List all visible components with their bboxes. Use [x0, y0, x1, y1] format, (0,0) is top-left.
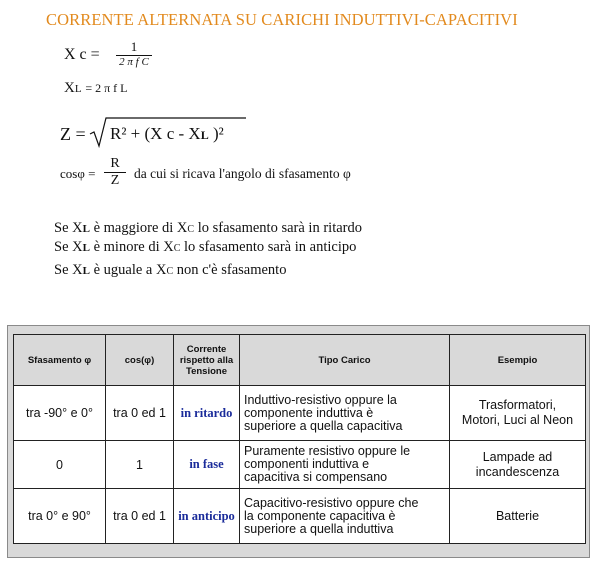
- cell-type-line: Puramente resistivo oppure le: [244, 444, 411, 458]
- statement-pre: Se X: [54, 239, 83, 255]
- statement-pre: Se X: [54, 262, 83, 278]
- statement-post: non c'è sfasamento: [176, 262, 287, 278]
- table-header-row: [14, 335, 586, 386]
- header-current: Corrente rispetto alla Tensione: [174, 335, 240, 386]
- cell-type-line: superiore a quella capacitiva: [244, 418, 403, 433]
- cell-current: in fase: [174, 441, 240, 489]
- statement-post: lo sfasamento sarà in ritardo: [197, 220, 362, 236]
- statement-sub: L: [82, 265, 90, 277]
- cell-example-line: Trasformatori,: [478, 398, 557, 412]
- cell-current: in anticipo: [174, 489, 240, 544]
- cell-phase: 0: [14, 441, 106, 489]
- cell-example-line: Lampade ad: [482, 449, 553, 464]
- formula-cos-text: da cui si ricava l'angolo di sfasamento φ: [134, 166, 351, 181]
- formula-z-lhs: Z =: [60, 124, 86, 144]
- formula-cos-lhs: cosφ =: [60, 166, 96, 181]
- cell-example-line: incandescenza: [475, 464, 560, 479]
- cell-type-line: componente induttiva è: [244, 405, 374, 420]
- formula-z-radicand-text: R² + (X c - X: [110, 124, 201, 143]
- cell-example: [450, 489, 586, 544]
- formula-z-tail: )²: [212, 124, 224, 143]
- cell-type-line: componenti induttiva e: [244, 457, 370, 471]
- cell-current: in ritardo: [174, 386, 240, 441]
- formula-cos-fraction: [104, 156, 126, 189]
- formula-xc-fraction: [116, 39, 152, 68]
- formula-xc-lhs: X c =: [64, 46, 100, 63]
- statement-sub: C: [173, 243, 181, 254]
- statement-3: [54, 262, 286, 279]
- cell-cos: tra 0 ed 1: [106, 489, 174, 544]
- statement-sub: C: [166, 266, 174, 277]
- formula-cos: [60, 166, 95, 182]
- cell-example-line: Batterie: [495, 508, 540, 523]
- cell-phase: tra 0° e 90°: [14, 489, 106, 544]
- cell-type-line: capacitiva si compensano: [244, 470, 388, 484]
- cell-type-line: superiore a quella induttiva: [244, 521, 394, 536]
- formula-xc-denominator: 2 π f C: [119, 56, 149, 68]
- page-title: CORRENTE ALTERNATA SU CARICHI INDUTTIVI-CAPACITIVI: [46, 10, 518, 29]
- phase-shift-table: [13, 334, 586, 544]
- cell-example: [450, 386, 586, 441]
- cell-type-line: la componente capacitiva è: [244, 508, 396, 523]
- cell-example-line: Motori, Luci al Neon: [461, 413, 574, 427]
- formula-z: [60, 124, 86, 145]
- formula-cos-numerator: R: [110, 156, 120, 171]
- cell-type: [240, 489, 450, 544]
- formula-xl: [64, 80, 127, 97]
- statement-sub: C: [187, 224, 195, 235]
- formula-z-radicand: [110, 124, 224, 144]
- statement-post: lo sfasamento sarà in anticipo: [184, 239, 357, 255]
- cell-type: [240, 386, 450, 441]
- formula-cos-denominator: Z: [110, 173, 120, 188]
- cell-example: [450, 441, 586, 489]
- formula-xl-sub: L: [74, 83, 82, 95]
- cell-type: [240, 441, 450, 489]
- header-phase: Sfasamento φ: [14, 335, 106, 386]
- header-type: Tipo Carico: [240, 335, 450, 386]
- formula-xl-lhs: X: [64, 80, 75, 96]
- statement-mid: è maggiore di X: [93, 220, 188, 236]
- statement-1: [54, 220, 362, 237]
- table-row: [14, 386, 586, 441]
- statement-mid: è uguale a X: [93, 262, 167, 278]
- formula-xl-rhs: = 2 π f L: [85, 81, 128, 95]
- statement-2: [54, 239, 356, 256]
- cell-type-line: Capacitivo-resistivo oppure che: [244, 495, 419, 510]
- formula-xc: [64, 46, 100, 64]
- cell-cos: tra 0 ed 1: [106, 386, 174, 441]
- statement-sub: L: [82, 242, 90, 254]
- statement-mid: è minore di X: [93, 239, 174, 255]
- statement-pre: Se X: [54, 220, 83, 236]
- header-example: Esempio: [450, 335, 586, 386]
- cell-type-line: Induttivo-resistivo oppure la: [244, 392, 397, 407]
- cell-phase: tra -90° e 0°: [14, 386, 106, 441]
- formula-z-sub: L: [200, 128, 209, 142]
- header-cos: cos(φ): [106, 335, 174, 386]
- cell-cos: 1: [106, 441, 174, 489]
- formula-xc-numerator: 1: [130, 39, 138, 54]
- table-row: [14, 489, 586, 544]
- statement-sub: L: [82, 223, 90, 235]
- table-row: [14, 441, 586, 489]
